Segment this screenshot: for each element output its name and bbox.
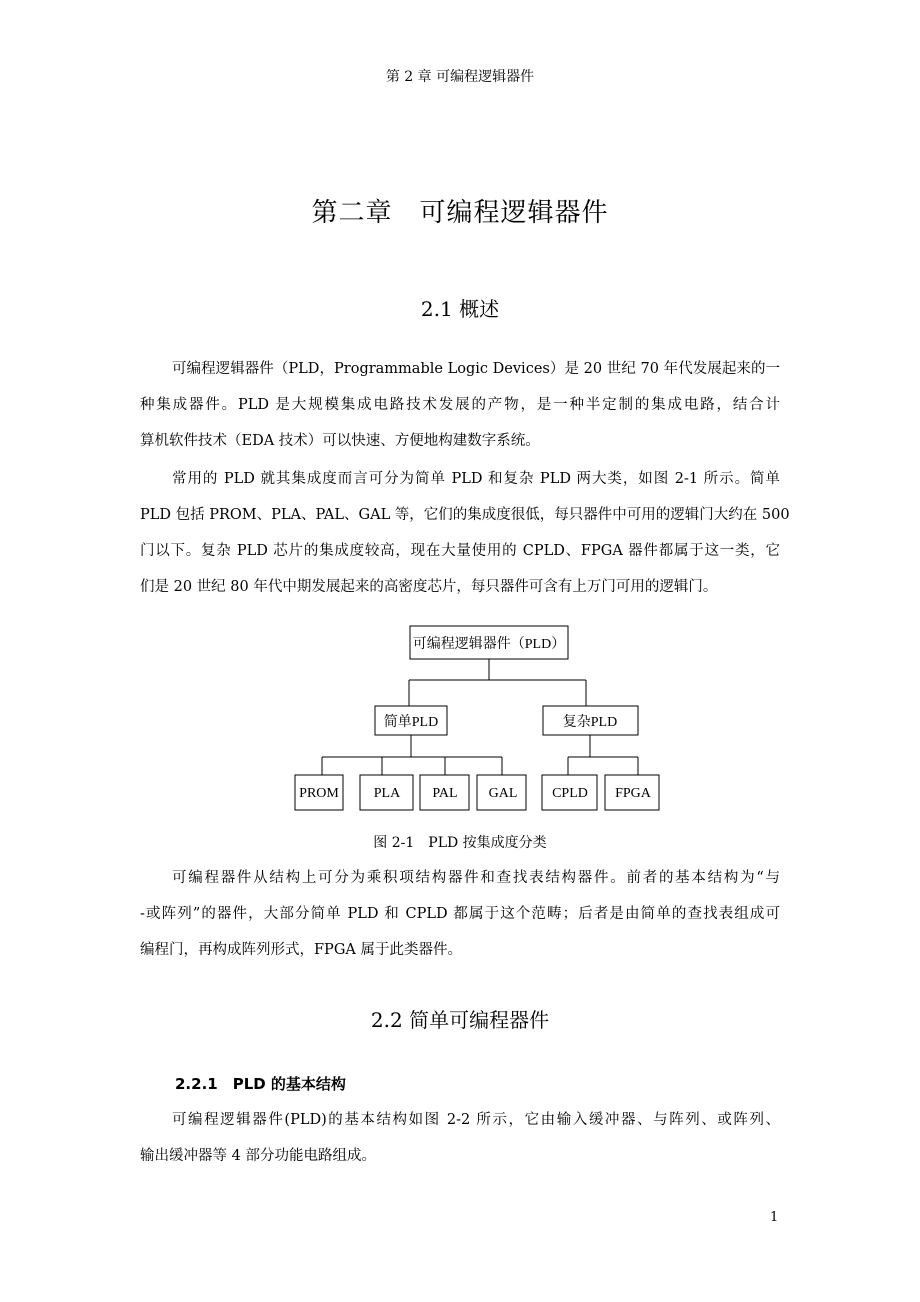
paragraph-line: 编程门，再构成阵列形式，FPGA 属于此类器件。	[140, 942, 462, 958]
simple-pld-label: 简单PLD	[383, 715, 439, 730]
leaf-label: CPLD	[552, 786, 588, 801]
paragraph-line: 门以下。复杂 PLD 芯片的集成度较高，现在大量使用的 CPLD、FPGA 器件都属于这一类，它	[140, 543, 780, 559]
section-heading-2-1: 2.1 概述	[420, 297, 500, 321]
section-heading-2-2-1: 2.2.1 PLD 的基本结构	[175, 1075, 346, 1093]
figure-caption: 图 2-1 PLD 按集成度分类	[373, 835, 547, 851]
leaf-label: FPGA	[615, 786, 651, 801]
running-header: 第 2 章 可编程逻辑器件	[385, 69, 535, 85]
paragraph-line: 们是 20 世纪 80 年代中期发展起来的高密度芯片，每只器件可含有上万门可用的逻辑门。	[140, 579, 718, 595]
leaf-label: PROM	[299, 786, 339, 801]
paragraph-line: 算机软件技术（EDA 技术）可以快速、方便地构建数字系统。	[140, 433, 540, 449]
leaf-label: PAL	[432, 786, 458, 801]
leaf-label: PLA	[373, 786, 401, 801]
root-label: 可编程逻辑器件（PLD）	[412, 637, 566, 652]
paragraph-line: PLD 包括 PROM、PLA、PAL、GAL 等，它们的集成度很低，每只器件中可用的逻辑门大约在 500	[140, 507, 790, 523]
chapter-title: 第二章 可编程逻辑器件	[311, 198, 609, 228]
complex-pld-label: 复杂PLD	[562, 715, 618, 730]
paragraph-line: -或阵列”的器件，大部分简单 PLD 和 CPLD 都属于这个范畴；后者是由简单的查找表组成可	[140, 906, 780, 922]
paragraph-line: 可编程逻辑器件(PLD)的基本结构如图 2-2 所示，它由输入缓冲器、与阵列、或阵列、	[172, 1112, 780, 1128]
page-number: 1	[770, 1210, 779, 1225]
leaf-label: GAL	[488, 786, 518, 801]
paragraph-line: 输出缓冲器等 4 部分功能电路组成。	[140, 1148, 376, 1164]
section-heading-2-2: 2.2 简单可编程器件	[370, 1008, 550, 1032]
paragraph-line: 可编程器件从结构上可分为乘积项结构器件和查找表结构器件。前者的基本结构为“与	[172, 870, 780, 886]
paragraph-line: 种集成器件。PLD 是大规模集成电路技术发展的产物，是一种半定制的集成电路，结合计	[140, 397, 780, 413]
paragraph-line: 常用的 PLD 就其集成度而言可分为简单 PLD 和复杂 PLD 两大类，如图 2-1 所示。简单	[172, 471, 780, 487]
paragraph-line: 可编程逻辑器件（PLD，Programmable Logic Devices）是 20 世纪 70 年代发展起来的一	[172, 361, 780, 377]
